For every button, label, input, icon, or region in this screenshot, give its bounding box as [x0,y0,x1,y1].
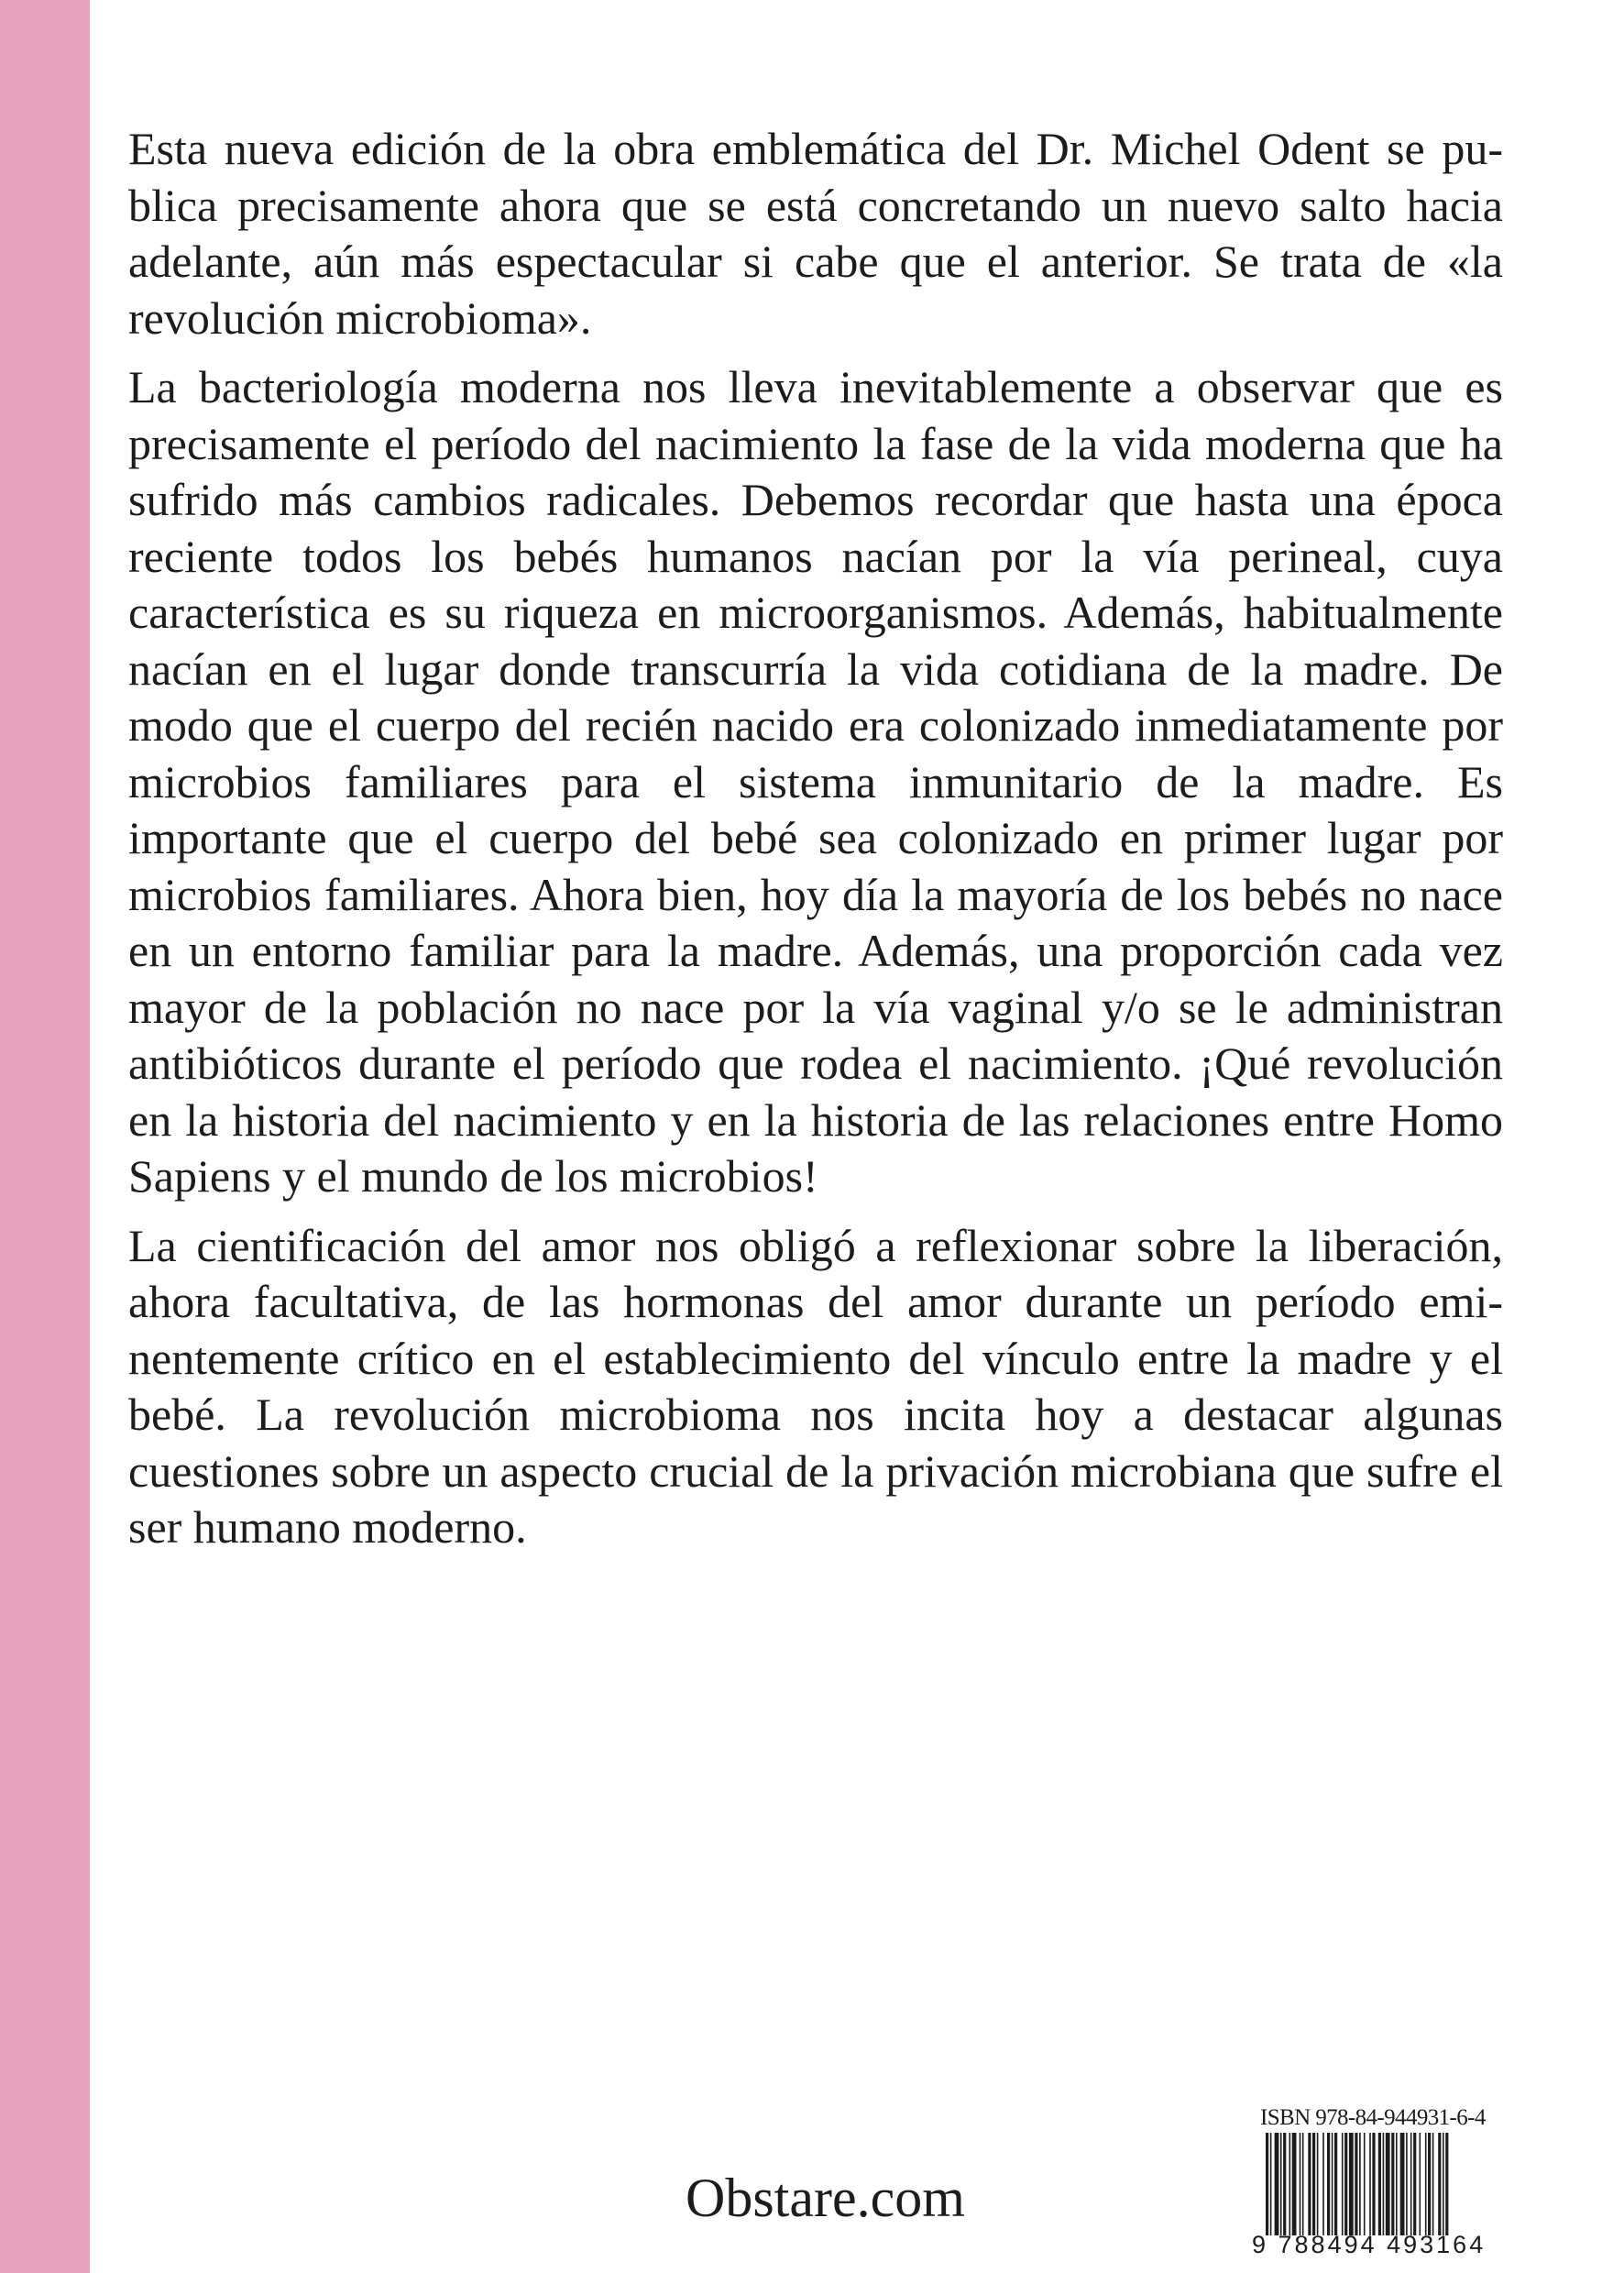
paragraph-1: Esta nueva edición de la obra emblemática del Dr. Michel Odent se publica precisamente ahora que se está concretando un nuevo salto hacia adelante, aún más espectacular si cabe que el anterior. Se trata de «la revolución microbioma». [128,123,1503,344]
publisher-website: Obstare.com [686,2168,965,2228]
paragraph-2: La bacteriología moderna nos lleva inevitablemente a observar que es precisamente el período del nacimiento la fase de la vida moderna que ha sufrido más cambios radicales. Debemos recordar que hasta una época reciente todos los bebés humanos nacían por la vía perineal, cuya característica es su riqueza en microorganismos. Además, habitualmente nacían en el lugar donde transcurría la vida cotidiana de la madre. De modo que el cuerpo del recién nacido era colonizado inmediatamente por microbios familiares para el sistema inmunitario de la madre. Es importante que el cuerpo del bebé sea colonizado en primer lugar por microbios familiares. Ahora bien, hoy día la mayoría de los bebés no nace en un entorno familiar para la madre. Además, una proporción cada vez mayor de la población no nace por la vía vaginal y/o se le administran antibióticos durante el período que rodea el nacimiento. ¡Qué revolución en la historia del nacimiento y en la historia de las relaciones entre Homo Sapiens y el mundo de los microbios! [128,361,1503,1202]
isbn-label: ISBN 978-84-944931-6-4 [1260,2105,1486,2130]
pink-spine-stripe [0,0,90,2273]
barcode-icon [1260,2133,1526,2235]
paragraph-3: La cientificación del amor nos obligó a reflexionar sobre la liberación, ahora facultativa, de las hormonas del amor durante un período eminentemente crítico en el establecimiento del vínculo entre la madre y el bebé. La revolución microbioma nos incita hoy a destacar algunas cuestiones sobre un aspecto crucial de la privación microbiana que sufre el ser humano moderno. [128,1219,1503,1553]
barcode-digits: 9 788494 493164 [1252,2231,1487,2258]
back-cover-text [128,121,1503,1569]
